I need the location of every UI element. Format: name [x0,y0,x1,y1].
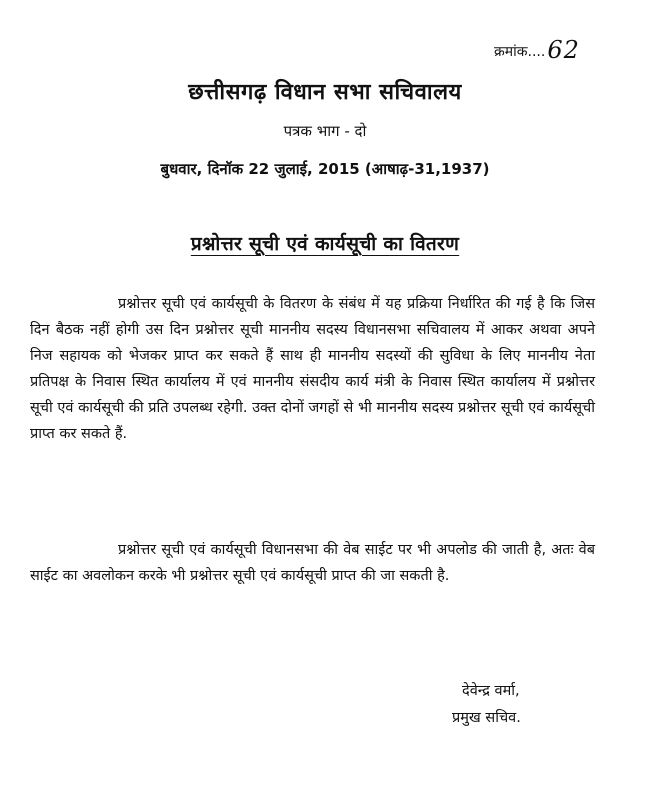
body-paragraph-2: प्रश्नोत्तर सूची एवं कार्यसूची विधानसभा की वेब साईट पर भी अपलोड की जाती है, अतः वेब साईट का अवलोकन करके भी प्रश्नोत्तर सूची एवं कार्यसूची प्राप्त की जा सकती है. [30,542,595,584]
organization-title: छत्तीसगढ़ विधान सभा सचिवालय [188,80,462,105]
signatory-name: देवेन्द्र वर्मा, [462,683,520,699]
serial-number-handwritten: 62 [547,36,580,64]
body-paragraph-1: प्रश्नोत्तर सूची एवं कार्यसूची के वितरण के संबंध में यह प्रक्रिया निर्धारित की गई है कि जिस दिन बैठक नहीं होगी उस दिन प्रश्नोत्तर सूची माननीय सदस्य विधानसभा सचिवालय में आकर अथवा अपने निज सहायक को भेजकर प्राप्त कर सकते हैं साथ ही माननीय सदस्यों की सुविधा के लिए माननीय नेता प्रतिपक्ष के निवास स्थित कार्यालय में एवं माननीय संसदीय कार्य मंत्री के निवास स्थित कार्यालय में प्रश्नोत्तर सूची एवं कार्यसूची की प्रति उपलब्ध रहेगी. उक्त दोनों जगहों से भी माननीय सदस्य प्रश्नोत्तर सूची एवं कार्यसूची प्राप्त कर सकते हैं. [30,296,595,442]
serial-label-text: क्रमांक.... [494,44,546,60]
serial-number-label [494,34,580,62]
bulletin-part: पत्रक भाग - दो [283,122,367,140]
bulletin-date: बुधवार, दिनॉक 22 जुलाई, 2015 (आषाढ़-31,1937) [160,160,490,178]
notice-title: प्रश्नोत्तर सूची एवं कार्यसूची का वितरण [190,233,460,255]
signatory-designation: प्रमुख सचिव. [452,710,521,726]
